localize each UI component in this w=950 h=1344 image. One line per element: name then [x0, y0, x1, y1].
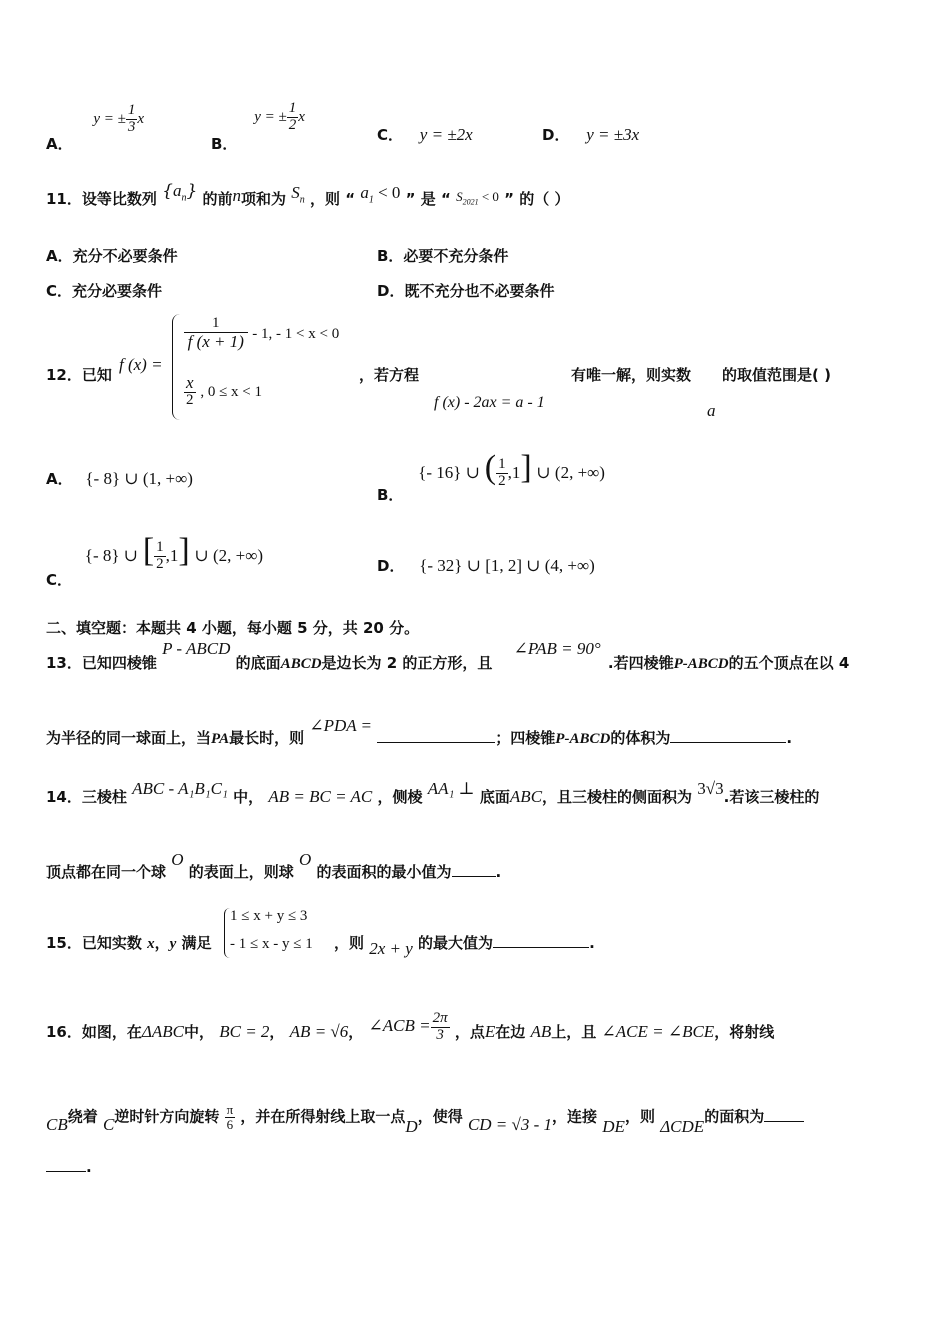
q15-constraint-1: 1 ≤ x + y ≤ 3 [230, 908, 308, 924]
option-label: D． [542, 126, 570, 144]
option-expr: y = ± $\frac{1}{2}$ x [254, 100, 305, 133]
q12-case1: $\frac{1}{f (x + 1)}$ - 1, - 1 < x < 0 [184, 316, 339, 351]
option-expr: y = ±3x [586, 125, 640, 144]
q13-blank-1[interactable] [377, 741, 495, 743]
q16-blank-a[interactable] [764, 1120, 804, 1122]
q10-option-d [542, 124, 639, 145]
q11-option-b: B．必要不充分条件 [377, 247, 509, 265]
option-label: A． [46, 134, 73, 153]
q13-blank-2[interactable] [670, 741, 786, 743]
q16-line1: 16．如图，在ΔABC中， BC = 2， AB = √6， ∠ACB = $\frac{2\pi}{3}$ ，点E在边 AB上，且 ∠ACE = ∠BCE，将射线 [46, 1010, 775, 1043]
option-label: C． [377, 126, 404, 144]
q11-option-a: A．充分不必要条件 [46, 247, 178, 265]
q15-constraint-2: - 1 ≤ x - y ≤ 1 [230, 936, 313, 952]
q12-var-a: a [707, 401, 716, 420]
option-label: B． [211, 134, 238, 153]
q16-line2: CB绕着 C逆时针方向旋转 $\frac{\pi}{6}$ ，并在所得射线上取一点D，使得 CD = √3 - 1，连接 DE，则 ΔCDE的面积为 [46, 1103, 804, 1131]
q10-option-a [46, 102, 145, 153]
section-2-heading: 二、填空题：本题共 4 小题，每小题 5 分，共 20 分。 [46, 619, 420, 637]
q16-blank-b[interactable] [46, 1170, 86, 1172]
q10-option-c [377, 124, 473, 145]
q12-text1: ，若方程 [359, 366, 420, 384]
q16-line3: . [46, 1158, 92, 1176]
q14-blank[interactable] [452, 875, 496, 877]
q12-text3: 的取值范围是( ) [722, 366, 831, 384]
q12-piecewise-brace [172, 314, 181, 420]
q11-stem: 11．设等比数列 $\{a_n\}$ 的前n项和为 $S_n$ ，则 “ $a_1 < 0$ ” 是 “ $S_{2021} < 0$ ” 的（ ） [46, 181, 570, 208]
q12-text2: 有唯一解，则实数 [571, 366, 692, 384]
q12-option-d: D． {- 32} ∪ [1, 2] ∪ (4, +∞) [377, 556, 595, 575]
seq-a-n: $\{a_n\}$ [162, 181, 198, 204]
q10-option-b [211, 100, 305, 153]
q13-line1: 13．已知四棱锥 P - ABCD 的底面ABCD是边长为 2 的正方形，且 ∠PAB = 90° .若四棱锥P-ABCD的五个顶点在以 4 [46, 639, 850, 672]
q12-number: 12．已知 [46, 366, 112, 384]
q14-line2: 顶点都在同一个球 O 的表面上，则球 O 的表面积的最小值为 . [46, 850, 502, 881]
q11-option-d: D．既不充分也不必要条件 [377, 282, 555, 300]
q12-case2: $\frac{x}{2}$ , 0 ≤ x < 1 [186, 373, 263, 408]
q14-line1: 14．三棱柱 ABC - A₁B₁C₁ 中， AB = BC = AC ，侧棱 AA₁ ⊥ 底面ABC，且三棱柱的侧面积为 3√3.若该三棱柱的 [46, 779, 820, 806]
q11-option-c: C．充分必要条件 [46, 282, 163, 300]
option-expr: y = ± $\frac{1}{3}$ x [93, 102, 145, 135]
q12-option-b: B． {- 16} ∪ ( $\frac{1}{2}$ ,1] ∪ (2, +∞) [377, 449, 605, 504]
q12-equation: f (x) - 2ax = a - 1 [434, 394, 545, 411]
q15-stem: 15．已知实数 x，y 满足 [46, 934, 212, 952]
q12-fx: f (x) = [119, 355, 163, 374]
q13-line2: 为半径的同一球面上，当PA最长时，则 ∠PDA = ；四棱锥P-ABCD的体积为 . [46, 716, 793, 747]
q15-tail: ，则 2x + y 的最大值为 . [334, 934, 595, 958]
q15-blank[interactable] [493, 946, 589, 948]
q12-option-a: A． {- 8} ∪ (1, +∞) [46, 469, 193, 488]
option-expr: y = ±2x [419, 125, 473, 144]
q12-option-c: C． {- 8} ∪ [ $\frac{1}{2}$ ,1] ∪ (2, +∞) [46, 532, 264, 589]
